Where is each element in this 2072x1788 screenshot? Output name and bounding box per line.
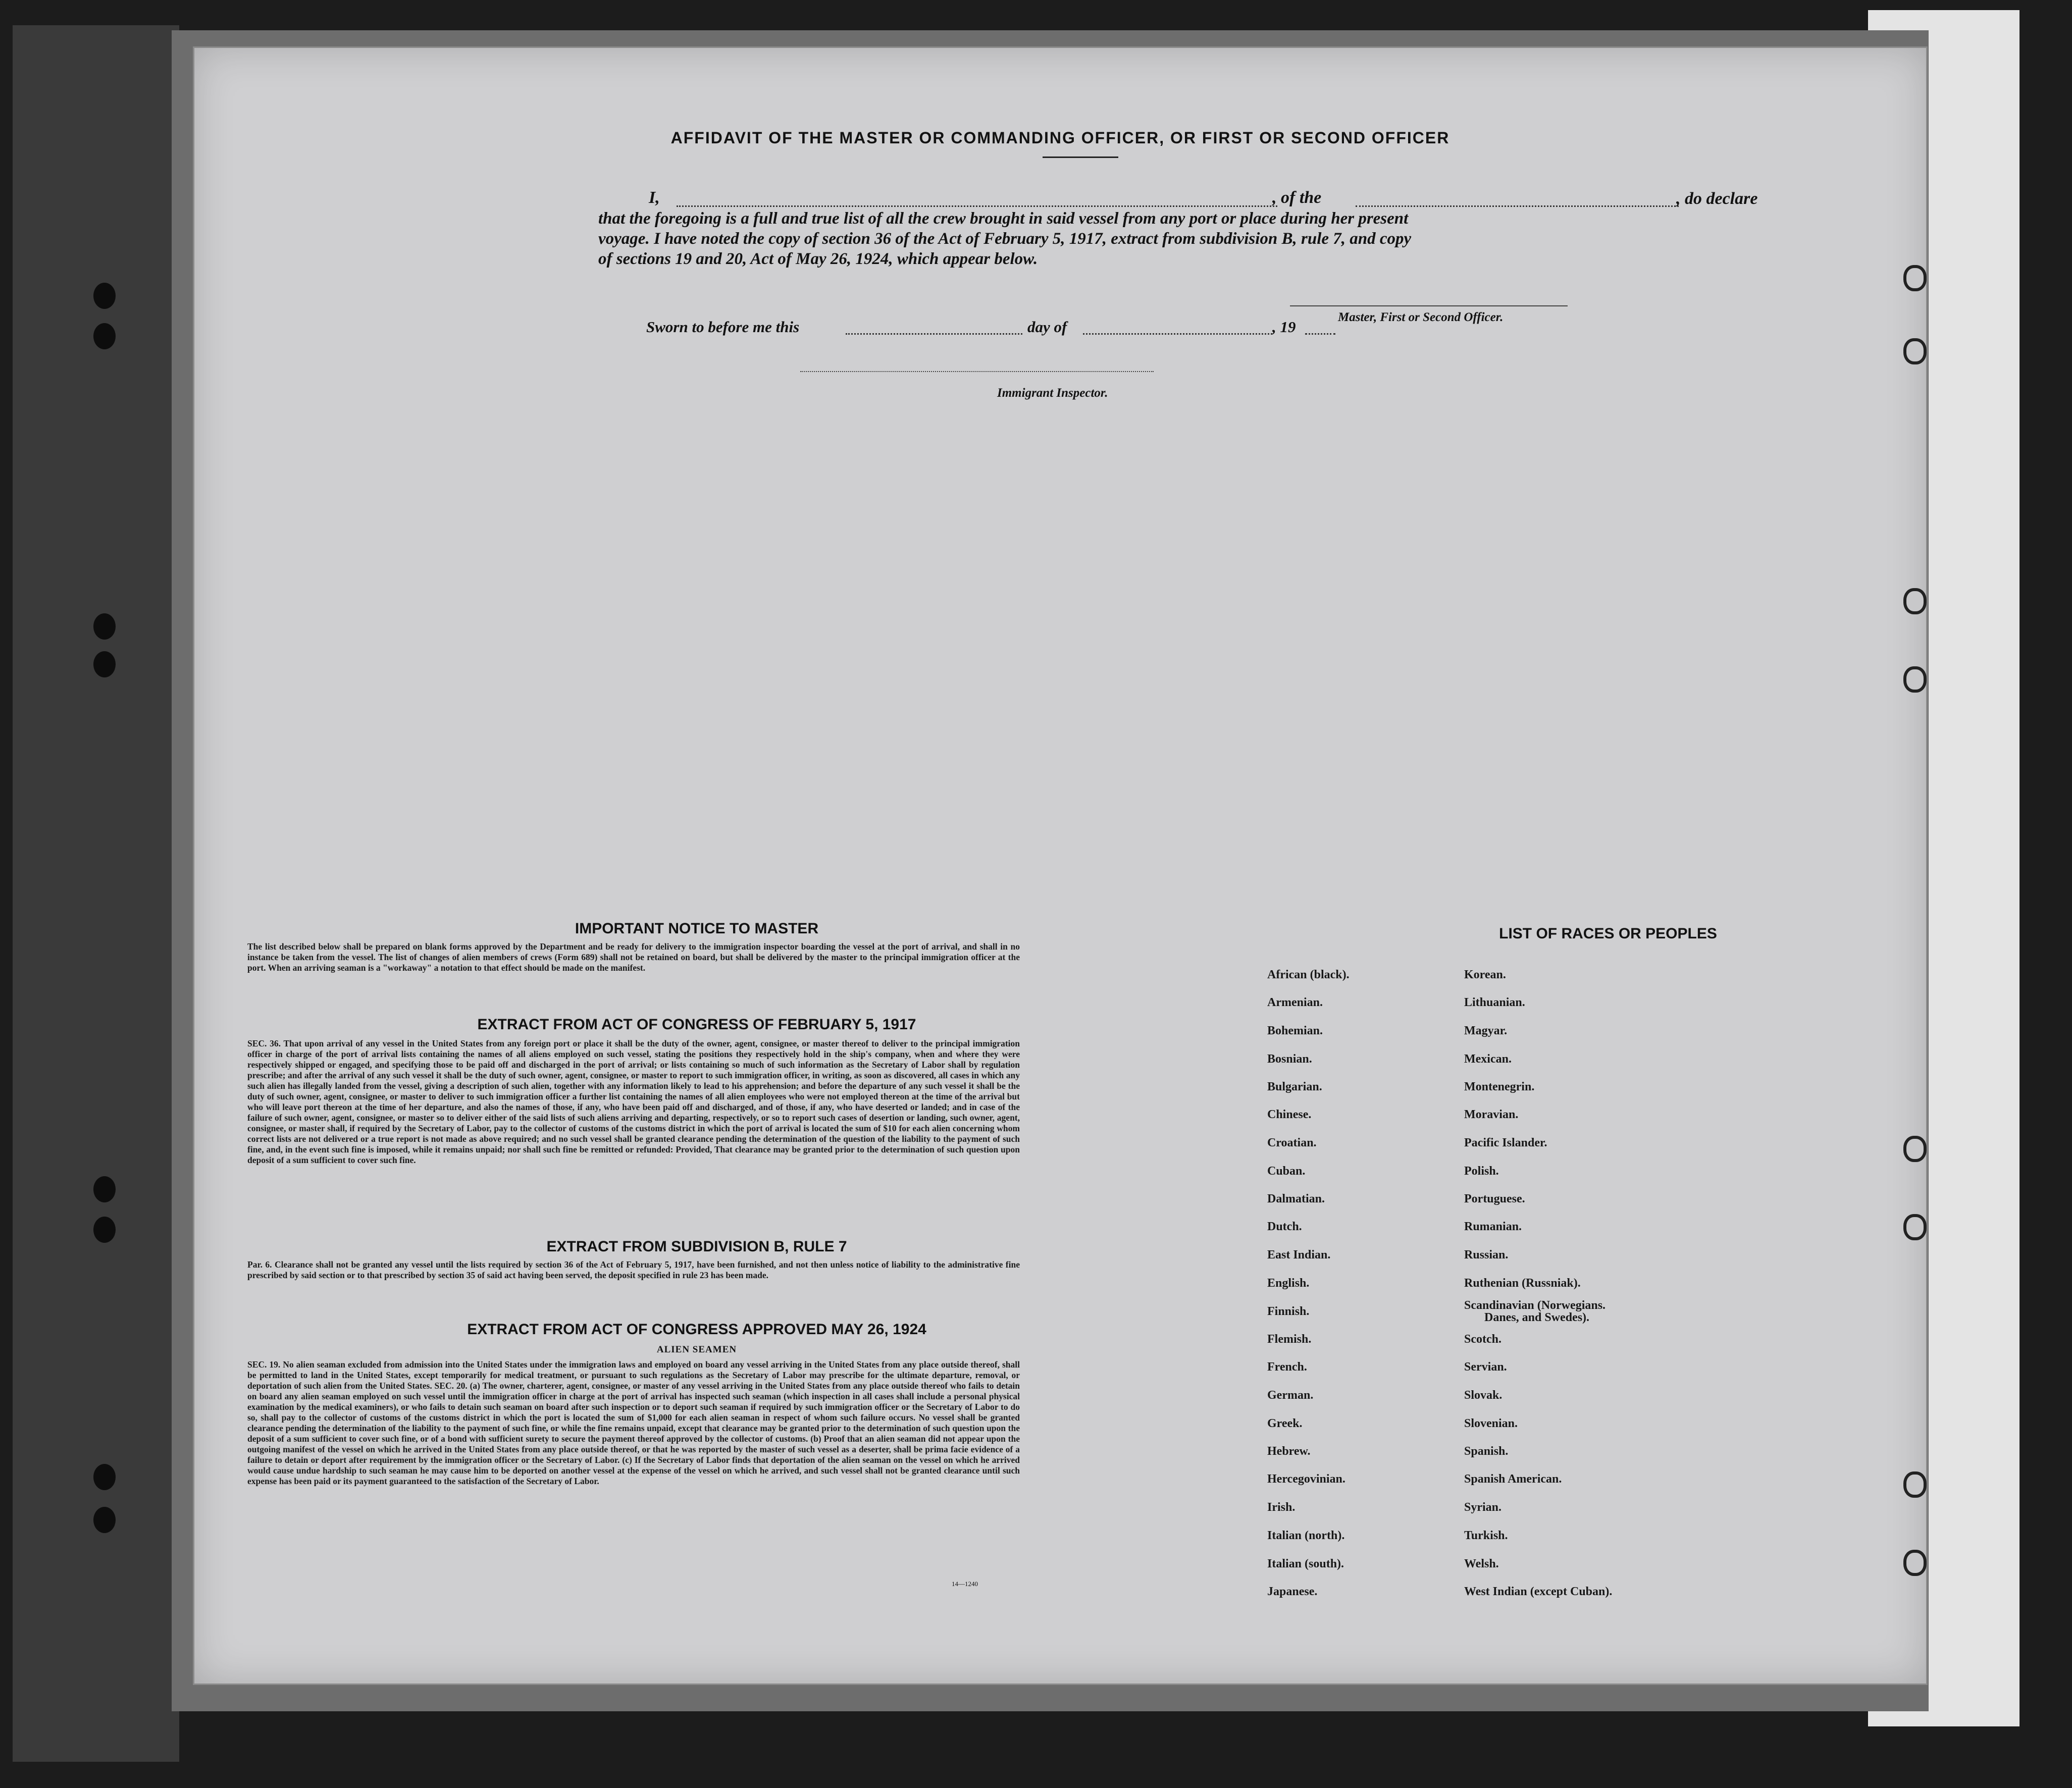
title-underline <box>1043 156 1118 158</box>
binder-hole <box>93 323 116 349</box>
race-right-item: Lithuanian. <box>1464 996 1525 1009</box>
master-signature-label: Master, First or Second Officer. <box>1338 310 1504 324</box>
alien-seamen-subheading: ALIEN SEAMEN <box>656 1344 737 1355</box>
race-right-item: Scotch. <box>1464 1333 1501 1346</box>
extract-1924-heading: EXTRACT FROM ACT OF CONGRESS APPROVED MAY 26, 1924 <box>467 1321 926 1338</box>
race-left-item: Hebrew. <box>1267 1445 1311 1458</box>
race-left-item: East Indian. <box>1267 1248 1331 1261</box>
race-right-item: Rumanian. <box>1464 1220 1522 1233</box>
race-left-item: German. <box>1267 1389 1314 1402</box>
race-right-item: Moravian. <box>1464 1108 1519 1121</box>
race-right-item: Servian. <box>1464 1360 1507 1374</box>
name-blank <box>677 205 1277 207</box>
master-signature-line <box>1290 305 1568 306</box>
binder-hole <box>93 1217 116 1243</box>
race-left-item: Cuban. <box>1267 1165 1306 1178</box>
binder-ring <box>1903 1550 1927 1576</box>
manifest-page <box>194 48 1926 1684</box>
affidavit-line-3: voyage. I have noted the copy of section 36 of the Act of February 5, 1917, extract from subdivision B, rule 7, and copy <box>598 230 1412 248</box>
race-left-item: Italian (south). <box>1267 1557 1344 1570</box>
sworn-day-of: day of <box>1027 318 1067 336</box>
race-right-item: Mexican. <box>1464 1053 1512 1066</box>
race-left-item: Japanese. <box>1267 1585 1318 1598</box>
extract-1924-text: SEC. 19. No alien seaman excluded from admission into the United States under the immigration laws and employed on board any vessel arriving in the United States from any place outside thereof, shall be permitted to land in the United States, except temporarily for medical treatment, or pursuant to such regulations as the Secretary of Labor may prescribe for the ultimate departure, removal, or deportation of such alien from the United States. SEC. 20. (a) The owner, charterer, agent, consignee, or master of any vessel arriving in the United States from any place outside thereof who fails to detain on board any alien seaman employed on such vessel until the immigration officer in charge at the port of arrival has inspected such seaman (which inspection in all cases shall include a personal physical examination by the medical examiners), or who fails to detain such seaman on board after such inspection or to deport such seaman if required by such immigration officer or the Secretary of Labor to do so, shall pay to the collector of customs of the customs district in which the port is located the sum of $1,000 for each alien seaman in respect of whom such failure occurs. No vessel shall be granted clearance pending the determination of the liability to the payment of such fine, or while the fine remains unpaid, except that clearance may be granted prior to the determination of such question upon the deposit of a sum sufficient to cover such fine, or of a bond with sufficient surety to secure the payment thereof approved by the collector of customs. (b) Proof that an alien seaman did not appear upon the outgoing manifest of the vessel on which he arrived in the United States from any place outside thereof, or that he was reported by the master of such vessel as a deserter, shall be prima facie evidence of a failure to detain or deport after requirement by the immigration officer or the Secretary of Labor. (c) If the Secretary of Labor finds that deportation of the alien seaman on the vessel on which he arrived would cause undue hardship to such seaman he may cause him to be deported on another vessel at the expense of the vessel on which he arrived, and such vessel shall not be granted clearance until such expense has been paid or its payment guaranteed to the satisfaction of the Secretary of Labor. <box>247 1359 1020 1486</box>
race-right-item: Montenegrin. <box>1464 1080 1535 1093</box>
binder-ring <box>1903 1471 1927 1498</box>
extract-1917-text: SEC. 36. That upon arrival of any vessel in the United States from any foreign port or place it shall be the duty of the owner, agent, consignee, or master thereof to deliver to the principal immigration officer in charge of the port of arrival lists containing the names of all aliens employed on such vessel, stating the positions they respectively hold in the ship's company, when and where they were respectively shipped or engaged, and specifying those to be paid off and discharged in the port of arrival; or lists containing so much of such information as the Secretary of Labor shall by regulation prescribe; and after the arrival of any such vessel it shall be the duty of such owner, agent, consignee, or master to report to such immigration officer, in writing, as soon as discovered, all cases in which any such alien has illegally landed from the vessel, giving a description of such alien, together with any information likely to lead to his apprehension; and before the departure of any such vessel it shall be the duty of such owner, agent, consignee, or master to deliver to such immigration officer a further list containing the names of all alien employees who were not employed thereon at the time of the arrival but who will leave port thereon at the time of her departure, and also the names of those, if any, who have been paid off and discharged, and of those, if any, who have deserted or landed; and in case of the failure of such owner, agent, consignee, or master so to deliver either of the said lists of such aliens arriving and departing, respectively, or so to report such cases of desertion or landing, such owner, agent, consignee, or master shall, if required by the Secretary of Labor, pay to the collector of customs of the customs district in which the port of arrival is located the sum of $10 for each alien concerning whom correct lists are not delivered or a true report is not made as above required; and no such vessel shall be granted clearance pending the determination of the question of the liability to the payment of such fine, and, in the event such fine is imposed, while it remains unpaid; nor shall such fine be remitted or refunded: Provided, That clearance may be granted prior to the determination of such question upon deposit of a sum sufficient to cover such fine. <box>247 1038 1020 1165</box>
race-right-item: Syrian. <box>1464 1501 1502 1514</box>
race-right-item: Welsh. <box>1464 1557 1499 1570</box>
race-left-item: Hercegovinian. <box>1267 1473 1345 1486</box>
affidavit-title: AFFIDAVIT OF THE MASTER OR COMMANDING OFFICER, OR FIRST OR SECOND OFFICER <box>670 129 1450 147</box>
vessel-blank <box>1356 205 1679 207</box>
sworn-label: Sworn to before me this <box>646 318 800 336</box>
back-sheet-left <box>13 25 179 1762</box>
binder-hole <box>93 651 116 677</box>
sworn-day-blank <box>846 333 1022 335</box>
binder-hole <box>93 1507 116 1533</box>
binder-ring <box>1903 265 1927 291</box>
race-right-item: Polish. <box>1464 1165 1499 1178</box>
race-left-item: Dutch. <box>1267 1220 1302 1233</box>
race-right-item: Pacific Islander. <box>1464 1136 1547 1149</box>
race-left-item: Bosnian. <box>1267 1053 1312 1066</box>
race-right-item: Magyar. <box>1464 1024 1508 1037</box>
race-right-item: Korean. <box>1464 968 1506 981</box>
extract-rule7-heading: EXTRACT FROM SUBDIVISION B, RULE 7 <box>546 1238 847 1255</box>
inspector-signature-line <box>800 371 1154 372</box>
race-left-item: Italian (north). <box>1267 1529 1345 1542</box>
race-left-item: Dalmatian. <box>1267 1192 1325 1205</box>
race-left-item: English. <box>1267 1277 1310 1290</box>
race-right-continuation: Danes, and Swedes). <box>1484 1311 1590 1324</box>
race-left-item: Croatian. <box>1267 1136 1317 1149</box>
notice-text: The list described below shall be prepared on blank forms approved by the Department and be ready for delivery to the immigration inspector boarding the vessel at the port of arrival, and shall in no instance be taken from the vessel. The list of changes of alien members of crews (Form 689) shall not be retained on board, but shall be delivered by the master to the principal immigration officer at the port. When an arriving seaman is a "workaway" a notation to that effect should be made on the manifest. <box>247 941 1020 973</box>
race-left-item: Irish. <box>1267 1501 1296 1514</box>
inspector-label: Immigrant Inspector. <box>997 386 1108 400</box>
race-right-item: Scandinavian (Norwegians. <box>1464 1299 1606 1312</box>
binder-ring <box>1903 1136 1927 1162</box>
sworn-year: , 19 <box>1272 318 1296 336</box>
race-right-item: Spanish. <box>1464 1445 1509 1458</box>
race-left-item: Armenian. <box>1267 996 1323 1009</box>
race-right-item: Ruthenian (Russniak). <box>1464 1277 1581 1290</box>
binder-hole <box>93 1464 116 1490</box>
sworn-year-blank <box>1305 333 1335 335</box>
race-left-item: Bulgarian. <box>1267 1080 1322 1093</box>
affidavit-i: I, <box>649 188 660 207</box>
race-right-item: Turkish. <box>1464 1529 1508 1542</box>
race-right-item: Spanish American. <box>1464 1473 1562 1486</box>
race-left-item: Flemish. <box>1267 1333 1312 1346</box>
binder-hole <box>93 1176 116 1202</box>
binder-ring <box>1903 588 1927 614</box>
race-left-item: French. <box>1267 1360 1307 1374</box>
race-left-item: Finnish. <box>1267 1305 1310 1318</box>
race-right-item: Russian. <box>1464 1248 1509 1261</box>
binder-ring <box>1903 1214 1927 1240</box>
form-number: 14—1240 <box>952 1580 978 1588</box>
binder-ring <box>1903 666 1927 693</box>
notice-heading: IMPORTANT NOTICE TO MASTER <box>575 920 819 937</box>
affidavit-of-the: , of the <box>1272 188 1322 207</box>
affidavit-line-2: that the foregoing is a full and true list of all the crew brought in said vessel from any port or place during her present <box>598 209 1409 228</box>
extract-rule7-text: Par. 6. Clearance shall not be granted any vessel until the lists required by section 36 of the Act of February 5, 1917, have been furnished, and not then unless notice of liability to the administrative fine prescribed by said section or to that prescribed by section 35 of said act having been served, the deposit specified in rule 23 has been made. <box>247 1259 1020 1280</box>
race-right-item: Slovak. <box>1464 1389 1503 1402</box>
race-right-item: West Indian (except Cuban). <box>1464 1585 1613 1598</box>
extract-1917-heading: EXTRACT FROM ACT OF CONGRESS OF FEBRUARY 5, 1917 <box>477 1016 916 1033</box>
race-left-item: African (black). <box>1267 968 1350 981</box>
affidavit-declare: , do declare <box>1676 189 1758 208</box>
sworn-month-blank <box>1083 333 1272 335</box>
race-left-item: Greek. <box>1267 1417 1303 1430</box>
races-heading: LIST OF RACES OR PEOPLES <box>1499 925 1717 942</box>
race-left-item: Bohemian. <box>1267 1024 1323 1037</box>
affidavit-line-4: of sections 19 and 20, Act of May 26, 1924, which appear below. <box>598 250 1038 268</box>
binder-hole <box>93 283 116 309</box>
race-right-item: Portuguese. <box>1464 1192 1525 1205</box>
binder-ring <box>1903 338 1927 364</box>
binder-hole <box>93 613 116 640</box>
race-left-item: Chinese. <box>1267 1108 1312 1121</box>
race-right-item: Slovenian. <box>1464 1417 1518 1430</box>
